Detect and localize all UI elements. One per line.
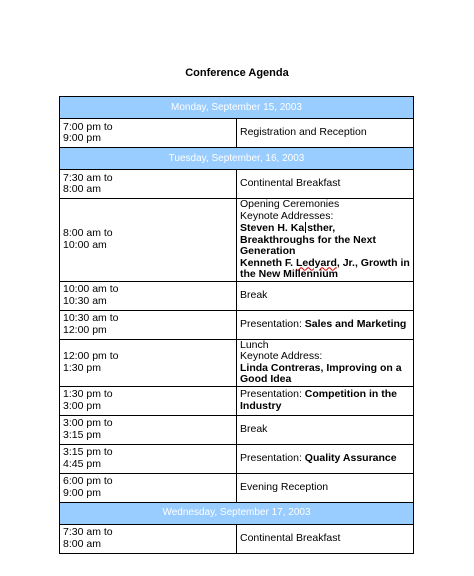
time-cell: 7:00 pm to 9:00 pm [60,119,237,148]
session-line: Keynote Addresses: [240,209,334,222]
agenda-row [60,310,414,339]
session-cell: Continental Breakfast [237,524,414,553]
agenda-row [60,170,414,199]
agenda-table [59,96,414,554]
agenda-row [60,386,414,415]
agenda-row [60,281,414,310]
time-cell: 8:00 am to 10:00 am [60,199,237,282]
session-cell: Presentation: Quality Assurance [237,444,414,473]
time-cell: 10:00 am to 10:30 am [60,281,237,310]
session-cell: Break [237,281,414,310]
speaker-line: Steven H. Ka sther, Breakthroughs for the Next Generation [240,222,376,257]
spellcheck-word: Ledyard [296,256,337,269]
day-header: Tuesday, September, 16, 2003 [60,148,414,170]
agenda-row [60,119,414,148]
session-cell: Registration and Reception [237,119,414,148]
document-title: Conference Agenda [185,67,289,79]
time-cell: 3:15 pm to 4:45 pm [60,444,237,473]
session-cell: Break [237,415,414,444]
time-cell: 10:30 am to 12:00 pm [60,310,237,339]
agenda-row [60,473,414,502]
time-cell: 1:30 pm to 3:00 pm [60,386,237,415]
time-cell: 3:00 pm to 3:15 pm [60,415,237,444]
session-cell: Evening Reception [237,473,414,502]
session-cell: Presentation: Sales and Marketing [237,310,414,339]
time-cell: 12:00 pm to 1:30 pm [60,339,237,386]
day-header-row [60,97,414,119]
agenda-row [60,339,414,386]
session-line: Keynote Address: [240,350,323,362]
agenda-row [60,444,414,473]
day-header: Wednesday, September 17, 2003 [60,502,414,524]
session-line: Opening Ceremonies [240,198,340,210]
session-cell [237,199,414,282]
day-header-row [60,148,414,170]
speaker-line: Kenneth F. Ledyard, Jr., Growth in the New Millennium [240,256,410,280]
agenda-row [60,415,414,444]
speaker-line: Linda Contreras, Improving on a Good Idea [240,361,402,385]
agenda-row [60,199,414,282]
day-header-row [60,502,414,524]
session-cell: Presentation: Competition in the Industry [237,386,414,415]
time-cell: 6:00 pm to 9:00 pm [60,473,237,502]
session-cell [237,339,414,386]
time-cell: 7:30 am to 8:00 am [60,524,237,553]
session-line: Lunch [240,338,269,351]
agenda-row [60,524,414,553]
session-cell: Continental Breakfast [237,170,414,199]
day-header: Monday, September 15, 2003 [60,97,414,119]
time-cell: 7:30 am to 8:00 am [60,170,237,199]
